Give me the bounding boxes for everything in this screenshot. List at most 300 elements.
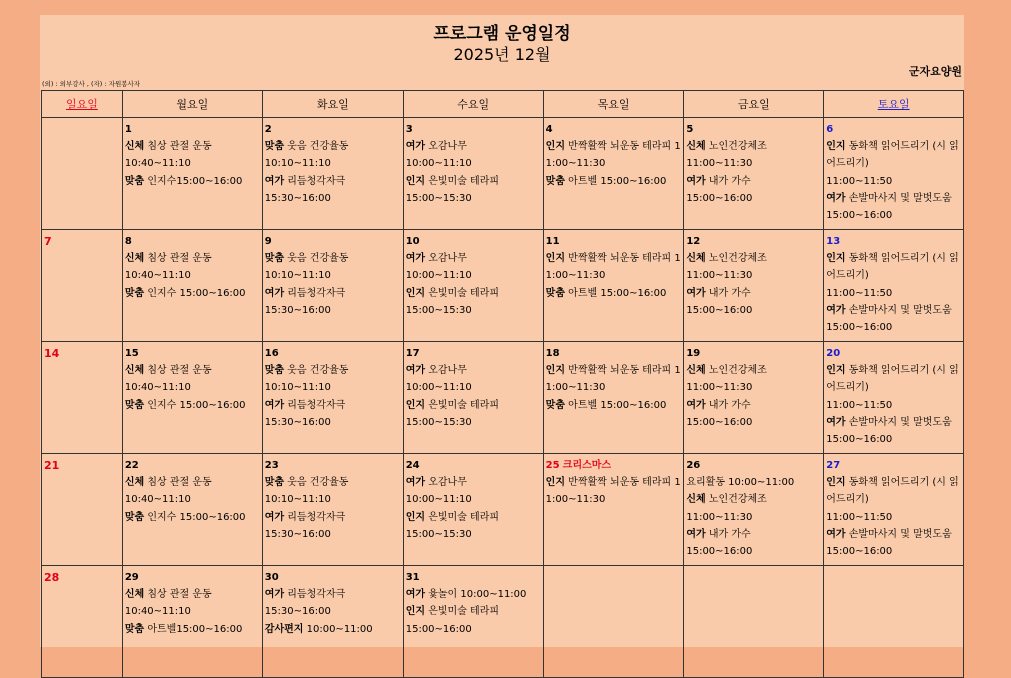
program-entry	[406, 414, 541, 431]
program-entry	[265, 155, 401, 172]
day-number: 31	[405, 572, 420, 583]
day-cell	[262, 454, 403, 566]
program-entry	[546, 285, 682, 302]
program-entry	[686, 526, 821, 543]
program-text: 15:00~15:30	[405, 192, 472, 204]
program-text: 아트벨 15:00~16:00	[565, 399, 667, 411]
program-entry	[826, 302, 961, 336]
program-entry	[265, 526, 401, 543]
program-text: 침상 관절 운동	[144, 253, 212, 265]
program-category: 맞춤	[545, 287, 565, 299]
program-entry	[265, 397, 401, 414]
program-category: 인지	[405, 399, 426, 411]
program-entry	[265, 138, 401, 155]
calendar-table	[41, 90, 964, 678]
program-text: 11:00~11:50	[826, 511, 893, 523]
program-category: 여가	[264, 175, 285, 187]
program-entry	[826, 414, 961, 448]
day-cell	[684, 342, 824, 454]
week-row	[42, 454, 964, 566]
program-text: 15:00~16:00	[686, 546, 753, 558]
program-entry	[546, 362, 682, 396]
program-text: 내가 가수	[705, 175, 751, 187]
program-category: 여가	[405, 365, 426, 377]
program-text: 11:00~11:30	[686, 382, 753, 394]
program-category: 인지	[405, 511, 426, 523]
program-entry	[406, 621, 541, 638]
program-text: 웃음 건강율동	[284, 253, 349, 265]
day-cell	[684, 230, 824, 342]
program-text: 11:00~11:50	[826, 175, 893, 187]
program-text: 15:00~16:00	[686, 304, 753, 316]
program-entry	[406, 173, 541, 190]
program-entry	[686, 267, 821, 284]
program-category: 맞춤	[124, 175, 145, 187]
program-text: 아트벨 15:00~16:00	[565, 175, 667, 187]
program-entry	[686, 379, 821, 396]
program-text: 동화책 읽어드리기 (시 읽어드리기)	[826, 141, 959, 170]
program-text: 은빛미술 테라피	[425, 511, 500, 523]
program-entry	[125, 173, 260, 190]
program-text: 10:40~11:10	[124, 606, 191, 618]
day-number: 24	[405, 460, 420, 471]
day-number: 29	[124, 572, 139, 583]
program-text: 반짝활짝 뇌운동 테라피 11:00~11:30	[545, 477, 681, 506]
program-entry	[686, 250, 821, 267]
day-cell	[403, 230, 543, 342]
program-entry	[125, 509, 260, 526]
program-text: 반짝활짝 뇌운동 테라피 11:00~11:30	[545, 141, 681, 170]
program-text: 아트벨 15:00~16:00	[565, 287, 667, 299]
program-entry	[546, 474, 682, 508]
program-text: 오감나무	[425, 253, 467, 265]
program-text: 10:10~11:10	[264, 158, 331, 170]
program-text: 내가 가수	[705, 399, 751, 411]
program-entry	[406, 155, 541, 172]
program-text: 노인건강체조	[705, 365, 767, 377]
organization-name: 군자요양원	[908, 65, 962, 78]
program-category: 여가	[405, 141, 426, 153]
program-text: 손발마사지 및 말벗도움 15:00~16:00	[826, 304, 952, 334]
program-text: 11:00~11:30	[686, 270, 753, 282]
program-text: 10:40~11:10	[124, 158, 191, 170]
day-number: 6	[826, 124, 834, 135]
day-cell	[262, 230, 403, 342]
program-text: 리듬청각자극	[284, 589, 346, 601]
program-entry	[686, 509, 821, 526]
program-text: 인지수 15:00~16:00	[144, 399, 246, 411]
program-text: 인지수15:00~16:00	[144, 175, 243, 187]
weekday-header-sat: 토요일	[824, 91, 964, 118]
day-number: 8	[124, 236, 132, 247]
program-category: 여가	[826, 192, 846, 204]
program-category: 맞춤	[124, 399, 145, 411]
program-text: 오감나무	[425, 365, 467, 377]
program-category: 맞춤	[124, 511, 145, 523]
day-cell	[543, 454, 684, 566]
program-entry	[265, 250, 401, 267]
program-category: 신체	[124, 589, 145, 601]
program-category: 신체	[124, 141, 145, 153]
program-text: 은빛미술 테라피	[425, 606, 500, 618]
program-entry	[406, 474, 541, 491]
day-cell	[824, 454, 964, 566]
day-cell	[262, 118, 403, 230]
program-category: 인지	[826, 253, 846, 265]
program-category: 인지	[545, 477, 565, 489]
program-category: 여가	[686, 175, 706, 187]
program-entry	[826, 190, 961, 224]
program-entry	[265, 362, 401, 379]
program-category: 맞춤	[264, 477, 285, 489]
program-text: 11:00~11:50	[826, 287, 893, 299]
day-cell	[403, 118, 543, 230]
program-text: 15:00~16:00	[686, 192, 753, 204]
day-cell	[824, 118, 964, 230]
day-cell	[42, 230, 123, 342]
day-number: 11	[545, 236, 560, 247]
weekday-header-row	[42, 91, 964, 118]
week-row	[42, 118, 964, 230]
day-number: 9	[264, 236, 272, 247]
day-cell	[262, 342, 403, 454]
program-text: 노인건강체조	[705, 141, 767, 153]
program-category: 신체	[686, 365, 706, 377]
program-category: 여가	[826, 528, 846, 540]
program-category: 맞춤	[124, 623, 145, 635]
day-number: 22	[124, 460, 139, 471]
day-number: 23	[264, 460, 279, 471]
program-category: 여가	[405, 477, 426, 489]
weekday-header-thu: 목요일	[543, 91, 684, 118]
program-category: 맞춤	[264, 253, 285, 265]
program-entry	[265, 491, 401, 508]
program-text: 반짝활짝 뇌운동 테라피 11:00~11:30	[545, 253, 681, 282]
program-text: 10:00~11:00	[303, 623, 373, 635]
program-category: 감사편지	[264, 623, 304, 635]
program-category: 신체	[124, 365, 145, 377]
program-entry	[125, 621, 260, 638]
program-entry	[686, 474, 821, 491]
program-text: 인지수 15:00~16:00	[144, 287, 246, 299]
day-number: 13	[826, 236, 841, 247]
legend-note: (외) : 외부강사 , (자) : 자원봉사자	[42, 80, 141, 88]
program-text: 15:30~16:00	[264, 606, 331, 618]
month-subtitle: 2025년 12월	[453, 45, 551, 64]
program-category: 여가	[264, 287, 285, 299]
program-entry	[406, 586, 541, 603]
program-category: 신체	[124, 477, 145, 489]
day-number: 12	[686, 236, 701, 247]
program-entry	[265, 285, 401, 302]
program-text: 침상 관절 운동	[144, 141, 212, 153]
program-text: 내가 가수	[705, 528, 751, 540]
program-text: 10:10~11:10	[264, 494, 331, 506]
program-category: 인지	[405, 175, 426, 187]
program-entry	[686, 414, 821, 431]
day-cell	[543, 342, 684, 454]
program-entry	[686, 173, 821, 190]
program-entry	[546, 138, 682, 172]
program-entry	[406, 526, 541, 543]
program-text: 은빛미술 테라피	[425, 175, 500, 187]
program-text: 15:30~16:00	[264, 304, 331, 316]
program-category: 여가	[686, 399, 706, 411]
program-entry	[406, 302, 541, 319]
schedule-sheet	[40, 15, 964, 647]
program-entry	[265, 173, 401, 190]
program-category: 인지	[405, 287, 426, 299]
day-number: 18	[545, 348, 560, 359]
program-text: 11:00~11:50	[826, 399, 893, 411]
day-cell	[42, 454, 123, 566]
day-number: 28	[44, 571, 60, 584]
day-number: 21	[44, 459, 60, 472]
program-category: 인지	[826, 477, 846, 489]
program-entry	[125, 285, 260, 302]
program-entry	[265, 474, 401, 491]
program-text: 10:10~11:10	[264, 270, 331, 282]
program-text: 15:30~16:00	[264, 192, 331, 204]
program-text: 침상 관절 운동	[144, 589, 212, 601]
program-category: 여가	[686, 528, 706, 540]
program-text: 손발마사지 및 말벗도움 15:00~16:00	[826, 192, 952, 222]
program-entry	[826, 250, 961, 284]
day-cell	[42, 342, 123, 454]
holiday-label: 크리스마스	[562, 460, 612, 471]
program-entry	[406, 603, 541, 620]
program-entry	[265, 379, 401, 396]
day-cell	[403, 342, 543, 454]
program-text: 은빛미술 테라피	[425, 287, 500, 299]
program-text: 노인건강체조	[705, 253, 767, 265]
program-entry	[265, 621, 401, 638]
day-number: 25	[545, 460, 560, 471]
program-text: 10:40~11:10	[124, 270, 191, 282]
program-text: 15:30~16:00	[264, 528, 331, 540]
program-entry	[686, 190, 821, 207]
program-text: 15:30~16:00	[264, 416, 331, 428]
program-entry	[686, 138, 821, 155]
day-number: 14	[44, 347, 60, 360]
program-text: 요리활동 10:00~11:00	[686, 477, 795, 489]
program-entry	[686, 285, 821, 302]
program-entry	[406, 285, 541, 302]
program-text: 웃음 건강율동	[284, 141, 349, 153]
week-row	[42, 230, 964, 342]
day-cell	[684, 118, 824, 230]
weekday-header-fri: 금요일	[684, 91, 824, 118]
program-category: 신체	[124, 253, 145, 265]
program-entry	[125, 379, 260, 396]
program-entry	[546, 173, 682, 190]
day-number: 27	[826, 460, 841, 471]
program-text: 10:10~11:10	[264, 382, 331, 394]
program-category: 신체	[686, 494, 706, 506]
program-text: 15:00~15:30	[405, 528, 472, 540]
program-text: 인지수 15:00~16:00	[144, 511, 246, 523]
weekday-header-tue: 화요일	[262, 91, 403, 118]
program-entry	[406, 397, 541, 414]
program-entry	[125, 397, 260, 414]
day-cell	[42, 118, 123, 230]
program-entry	[406, 491, 541, 508]
program-entry	[406, 509, 541, 526]
program-category: 인지	[826, 365, 846, 377]
program-text: 웃음 건강율동	[284, 477, 349, 489]
program-text: 웃음 건강율동	[284, 365, 349, 377]
program-category: 맞춤	[264, 365, 285, 377]
program-category: 여가	[686, 287, 706, 299]
program-entry	[826, 138, 961, 172]
program-entry	[265, 190, 401, 207]
program-text: 동화책 읽어드리기 (시 읽어드리기)	[826, 477, 959, 506]
program-entry	[686, 362, 821, 379]
day-number: 1	[124, 124, 132, 135]
program-entry	[406, 362, 541, 379]
program-entry	[265, 414, 401, 431]
day-number: 4	[545, 124, 553, 135]
day-cell	[824, 230, 964, 342]
program-text: 동화책 읽어드리기 (시 읽어드리기)	[826, 253, 959, 282]
program-entry	[686, 155, 821, 172]
program-entry	[265, 603, 401, 620]
program-text: 10:40~11:10	[124, 494, 191, 506]
program-text: 15:00~16:00	[405, 623, 472, 635]
program-entry	[546, 250, 682, 284]
program-entry	[826, 474, 961, 508]
program-text: 손발마사지 및 말벗도움 15:00~16:00	[826, 416, 952, 446]
weekday-header-mon: 월요일	[122, 91, 262, 118]
day-number: 10	[405, 236, 420, 247]
program-entry	[125, 491, 260, 508]
day-number: 2	[264, 124, 272, 135]
program-entry	[406, 250, 541, 267]
program-category: 여가	[826, 304, 846, 316]
day-cell	[684, 454, 824, 566]
program-text: 15:00~15:30	[405, 416, 472, 428]
program-text: 10:00~11:10	[405, 382, 472, 394]
day-number: 7	[44, 235, 52, 248]
program-entry	[125, 267, 260, 284]
program-text: 내가 가수	[705, 287, 751, 299]
program-category: 맞춤	[124, 287, 145, 299]
program-entry	[406, 379, 541, 396]
day-number: 26	[686, 460, 701, 471]
program-entry	[826, 285, 961, 302]
week-row	[42, 342, 964, 454]
program-category: 인지	[826, 141, 846, 153]
day-cell	[122, 454, 262, 566]
program-text: 윷놀이 10:00~11:00	[425, 589, 527, 601]
day-number: 17	[405, 348, 420, 359]
day-number: 15	[124, 348, 139, 359]
day-number: 3	[405, 124, 413, 135]
program-entry	[265, 302, 401, 319]
program-entry	[125, 155, 260, 172]
program-entry	[826, 173, 961, 190]
day-cell	[543, 230, 684, 342]
program-text: 동화책 읽어드리기 (시 읽어드리기)	[826, 365, 959, 394]
program-text: 손발마사지 및 말벗도움 15:00~16:00	[826, 528, 952, 558]
program-entry	[826, 362, 961, 396]
calendar-body	[42, 118, 964, 678]
program-entry	[406, 267, 541, 284]
program-entry	[826, 526, 961, 560]
program-entry	[826, 397, 961, 414]
program-entry	[265, 267, 401, 284]
program-category: 맞춤	[545, 175, 565, 187]
program-text: 10:00~11:10	[405, 158, 472, 170]
program-category: 인지	[545, 141, 565, 153]
program-entry	[125, 474, 260, 491]
program-entry	[265, 586, 401, 603]
program-entry	[826, 509, 961, 526]
day-number: 20	[826, 348, 841, 359]
program-entry	[546, 397, 682, 414]
program-category: 맞춤	[545, 399, 565, 411]
day-cell	[122, 230, 262, 342]
program-category: 여가	[264, 399, 285, 411]
day-number: 19	[686, 348, 701, 359]
day-cell	[403, 454, 543, 566]
day-number: 5	[686, 124, 694, 135]
program-category: 여가	[826, 416, 846, 428]
day-number: 30	[264, 572, 279, 583]
program-text: 은빛미술 테라피	[425, 399, 500, 411]
program-category: 신체	[686, 141, 706, 153]
program-text: 침상 관절 운동	[144, 365, 212, 377]
program-category: 맞춤	[264, 141, 285, 153]
program-text: 리듬청각자극	[284, 399, 346, 411]
program-text: 노인건강체조	[705, 494, 767, 506]
weekday-header-wed: 수요일	[403, 91, 543, 118]
day-cell	[824, 342, 964, 454]
day-cell	[122, 342, 262, 454]
program-text: 10:40~11:10	[124, 382, 191, 394]
program-entry	[125, 603, 260, 620]
day-cell	[122, 118, 262, 230]
program-entry	[125, 586, 260, 603]
program-entry	[686, 302, 821, 319]
program-entry	[125, 250, 260, 267]
page-title: 프로그램 운영일정	[433, 24, 571, 44]
program-category: 인지	[545, 365, 565, 377]
program-category: 인지	[545, 253, 565, 265]
program-text: 리듬청각자극	[284, 511, 346, 523]
program-category: 여가	[405, 589, 426, 601]
program-entry	[265, 509, 401, 526]
program-category: 여가	[405, 253, 426, 265]
program-entry	[686, 543, 821, 560]
program-category: 여가	[264, 511, 285, 523]
program-text: 오감나무	[425, 477, 467, 489]
program-entry	[686, 397, 821, 414]
program-category: 신체	[686, 253, 706, 265]
program-text: 아트벨15:00~16:00	[144, 623, 243, 635]
program-category: 인지	[405, 606, 426, 618]
program-text: 오감나무	[425, 141, 467, 153]
day-number: 16	[264, 348, 279, 359]
program-text: 10:00~11:10	[405, 270, 472, 282]
program-text: 반짝활짝 뇌운동 테라피 11:00~11:30	[545, 365, 681, 394]
program-entry	[686, 491, 821, 508]
program-category: 여가	[264, 589, 285, 601]
program-entry	[125, 362, 260, 379]
program-text: 15:00~16:00	[686, 416, 753, 428]
program-text: 리듬청각자극	[284, 175, 346, 187]
program-entry	[406, 190, 541, 207]
